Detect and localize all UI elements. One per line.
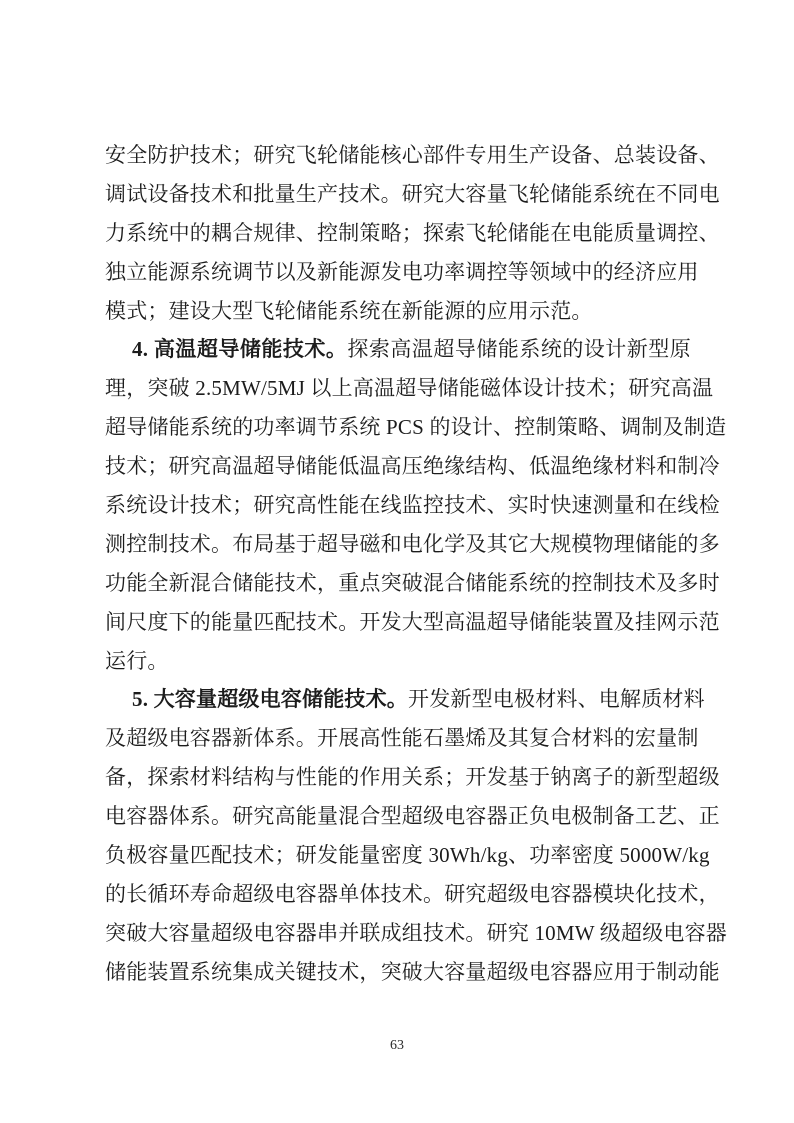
line-text: 独立能源系统调节以及新能源发电功率调控等领域中的经济应用 (105, 259, 699, 284)
text-line (105, 253, 699, 292)
paragraph-heading: 4. 高温超导储能技术。 (132, 337, 348, 362)
line-text: 负极容量匹配技术；研发能量密度 30Wh/kg、功率密度 5000W/kg (105, 843, 710, 868)
text-line (105, 642, 691, 681)
text-line (105, 836, 710, 875)
line-text: 突破大容量超级电容器串并联成组技术。研究 10MW 级超级电容器 (105, 920, 728, 945)
text-block (105, 136, 728, 992)
line-text: 探索高温超导储能系统的设计新型原 (347, 337, 691, 362)
line-text: 开发新型电极材料、电解质材料 (408, 687, 705, 712)
line-text: 电容器体系。研究高能量混合型超级电容器正负电极制备工艺、正 (105, 804, 720, 829)
text-line (105, 292, 691, 331)
line-text: 安全防护技术；研究飞轮储能核心部件专用生产设备、总装设备、 (105, 143, 720, 167)
text-line (105, 875, 720, 914)
line-text: 的长循环寿命超级电容器单体技术。研究超级电容器模块化技术， (105, 881, 720, 906)
text-line (105, 603, 720, 642)
text-line (105, 914, 728, 953)
line-text: 超导储能系统的功率调节系统 PCS 的设计、控制策略、调制及制造 (105, 415, 727, 440)
line-text: 技术；研究高温超导储能低温高压绝缘结构、低温绝缘材料和制冷 (105, 454, 720, 479)
line-text: 理，突破 2.5MW/5MJ 以上高温超导储能磁体设计技术；研究高温 (105, 376, 714, 401)
text-line (105, 486, 720, 525)
text-line (105, 719, 699, 758)
line-text: 备，探索材料结构与性能的作用关系；开发基于钠离子的新型超级 (105, 765, 720, 790)
line-text: 调试设备技术和批量生产技术。研究大容量飞轮储能系统在不同电 (105, 181, 720, 206)
text-line (105, 369, 714, 408)
line-text: 及超级电容器新体系。开展高性能石墨烯及其复合材料的宏量制 (105, 726, 699, 751)
text-line (105, 330, 691, 369)
text-line (105, 175, 720, 214)
line-text: 测控制技术。布局基于超导磁和电化学及其它大规模物理储能的多 (105, 531, 720, 556)
page-number: 63 (390, 1038, 404, 1053)
line-text: 间尺度下的能量匹配技术。开发大型高温超导储能装置及挂网示范 (105, 609, 720, 634)
text-line (105, 564, 720, 603)
text-line (105, 797, 720, 836)
text-line (105, 953, 720, 992)
text-line (105, 680, 705, 719)
line-text: 系统设计技术；研究高性能在线监控技术、实时快速测量和在线检 (105, 493, 720, 518)
text-line (105, 447, 720, 486)
text-line (105, 214, 720, 253)
text-line (105, 408, 727, 447)
line-text: 功能全新混合储能技术，重点突破混合储能系统的控制技术及多时 (105, 570, 720, 595)
text-line (105, 136, 720, 175)
paragraph-heading: 5. 大容量超级电容储能技术。 (132, 687, 408, 712)
text-line (105, 758, 720, 797)
line-text: 模式；建设大型飞轮储能系统在新能源的应用示范。 (105, 298, 593, 323)
line-text: 力系统中的耦合规律、控制策略；探索飞轮储能在电能质量调控、 (105, 220, 720, 245)
line-text: 储能装置系统集成关键技术，突破大容量超级电容器应用于制动能 (105, 959, 720, 984)
line-text: 运行。 (105, 648, 169, 673)
text-line (105, 525, 720, 564)
